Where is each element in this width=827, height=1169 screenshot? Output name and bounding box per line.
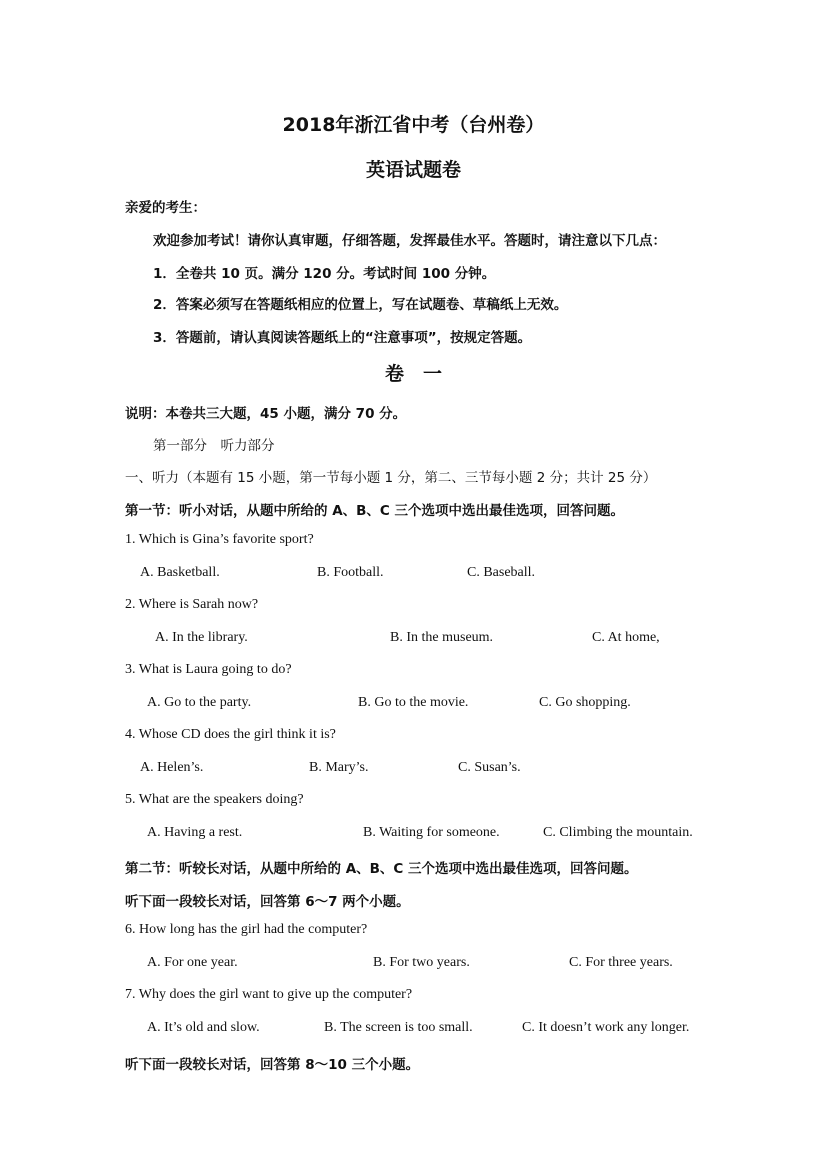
q3-option-c: C. Go shopping. <box>539 695 631 710</box>
note-2: 2．答案必须写在答题纸相应的位置上，写在试题卷、草稿纸上无效。 <box>153 297 568 313</box>
note-1: 1．全卷共 10 页。满分 120 分。考试时间 100 分钟。 <box>153 266 496 282</box>
greeting: 亲爱的考生： <box>125 200 206 216</box>
q2-option-a: A. In the library. <box>155 630 248 645</box>
q2-option-c: C. At home, <box>592 630 660 645</box>
question-2: 2. Where is Sarah now? <box>125 597 259 612</box>
q1-option-b: B. Football. <box>317 565 384 580</box>
part-heading: 第一部分 听力部分 <box>153 438 275 454</box>
exam-subtitle: 英语试题卷 <box>365 159 461 181</box>
section1-instruction: 第一节：听小对话，从题中所给的 A、B、C 三个选项中选出最佳选项，回答问题。 <box>125 503 625 519</box>
q3-option-b: B. Go to the movie. <box>358 695 469 710</box>
q4-option-a: A. Helen’s. <box>140 760 204 775</box>
q7-option-a: A. It’s old and slow. <box>147 1020 260 1035</box>
q5-option-a: A. Having a rest. <box>147 825 243 840</box>
volume-note: 说明：本卷共三大题，45 小题，满分 70 分。 <box>125 406 407 422</box>
dialog-8-10-instruction: 听下面一段较长对话，回答第 8～10 三个小题。 <box>125 1057 420 1073</box>
note-3: 3．答题前，请认真阅读答题纸上的“注意事项”，按规定答题。 <box>153 330 532 346</box>
question-7: 7. Why does the girl want to give up the computer? <box>125 987 413 1002</box>
question-1: 1. Which is Gina’s favorite sport? <box>125 532 314 547</box>
q6-option-c: C. For three years. <box>569 955 673 970</box>
q4-option-c: C. Susan’s. <box>458 760 521 775</box>
exam-title: 2018年浙江省中考（台州卷） <box>282 114 545 136</box>
question-6: 6. How long has the girl had the computer? <box>125 922 368 937</box>
q6-option-a: A. For one year. <box>147 955 238 970</box>
q7-option-c: C. It doesn’t work any longer. <box>522 1020 690 1035</box>
question-4: 4. Whose CD does the girl think it is? <box>125 727 336 742</box>
q7-option-b: B. The screen is too small. <box>324 1020 473 1035</box>
volume-heading: 卷 一 <box>384 363 442 385</box>
welcome-text: 欢迎参加考试！请你认真审题，仔细答题，发挥最佳水平。答题时，请注意以下几点： <box>153 233 666 249</box>
section2-instruction: 第二节：听较长对话，从题中所给的 A、B、C 三个选项中选出最佳选项，回答问题。 <box>125 861 638 877</box>
q6-option-b: B. For two years. <box>373 955 470 970</box>
section-heading: 一、听力（本题有 15 小题，第一节每小题 1 分，第二、三节每小题 2 分；共计 25 分） <box>125 470 657 486</box>
q5-option-c: C. Climbing the mountain. <box>543 825 693 840</box>
dialog-6-7-instruction: 听下面一段较长对话，回答第 6～7 两个小题。 <box>125 894 410 910</box>
q5-option-b: B. Waiting for someone. <box>363 825 500 840</box>
question-3: 3. What is Laura going to do? <box>125 662 292 677</box>
q2-option-b: B. In the museum. <box>390 630 494 645</box>
q4-option-b: B. Mary’s. <box>309 760 369 775</box>
q1-option-a: A. Basketball. <box>140 565 220 580</box>
question-5: 5. What are the speakers doing? <box>125 792 304 807</box>
q1-option-c: C. Baseball. <box>467 565 536 580</box>
q3-option-a: A. Go to the party. <box>147 695 252 710</box>
